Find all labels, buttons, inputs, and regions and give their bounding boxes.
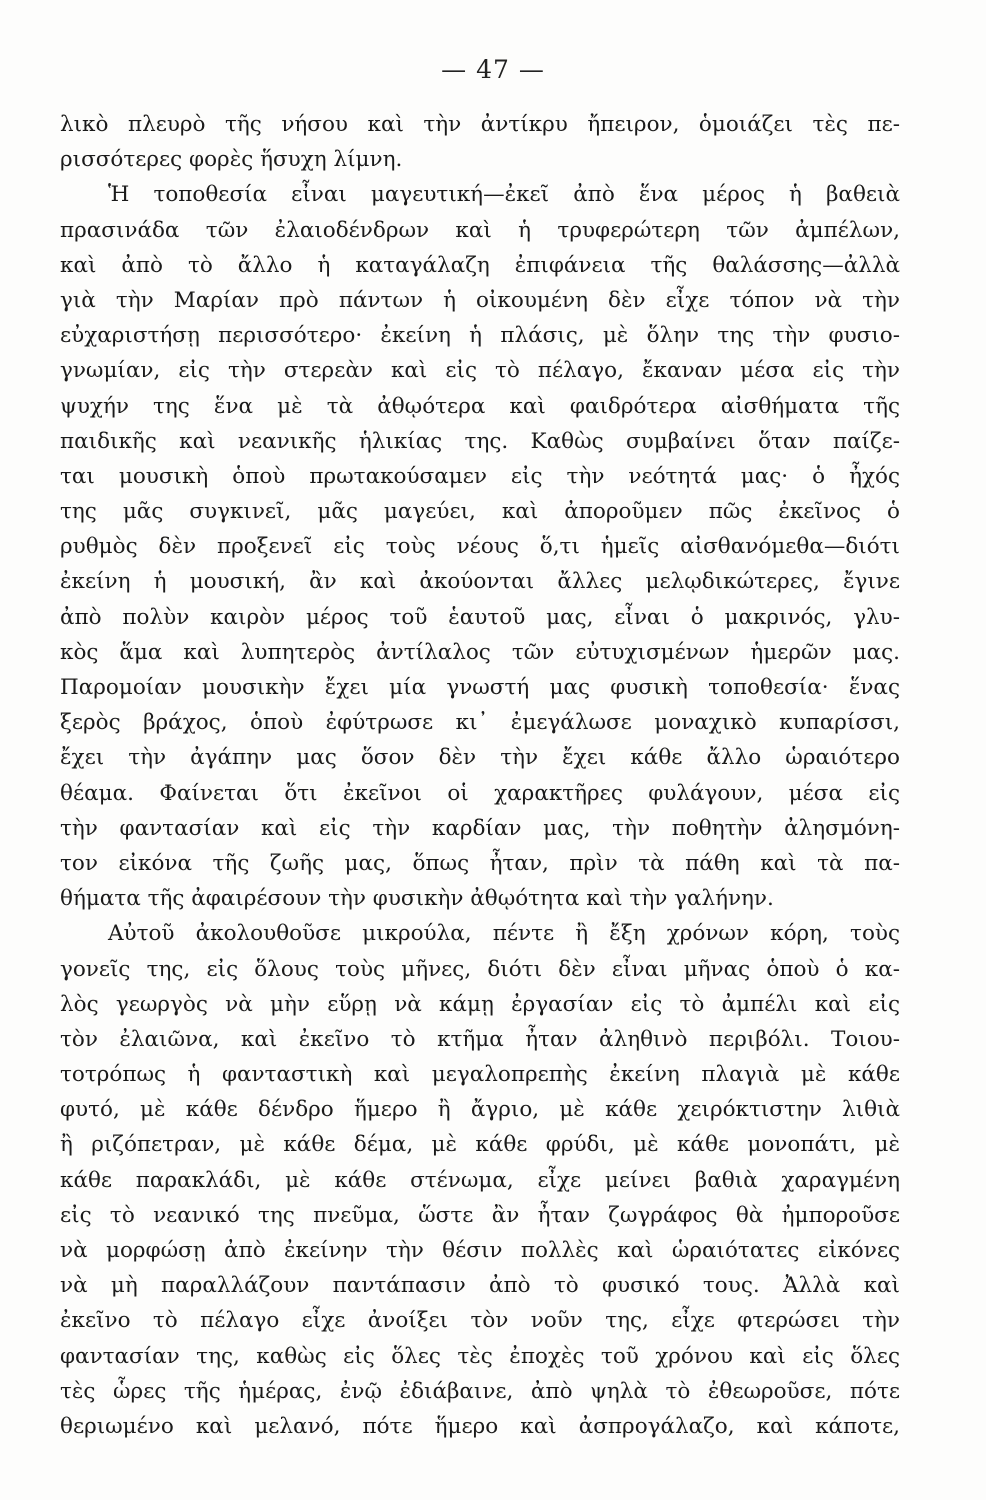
text-line: ψυχήν της ἕνα μὲ τὰ ἀθῳότερα καὶ φαιδρότερα αἰσθήματα τῆς — [60, 393, 900, 419]
text-line: Αὐτοῦ ἀκολουθοῦσε μικρούλα, πέντε ἢ ἔξη χρόνων κόρη, τοὺς — [108, 921, 900, 947]
text-line: τὸν ἐλαιῶνα, καὶ ἐκεῖνο τὸ κτῆμα ἦταν ἀληθινὸ περιβόλι. Τοιου- — [60, 1026, 900, 1052]
text-line: λικὸ πλευρὸ τῆς νήσου καὶ τὴν ἀντίκρυ ἤπειρον, ὁμοιάζει τὲς πε- — [60, 112, 900, 137]
text-line: ἐκεῖνο τὸ πέλαγο εἶχε ἀνοίξει τὸν νοῦν της, εἶχε φτερώσει τὴν — [60, 1308, 900, 1334]
text-line: ἢ ριζόπετραν, μὲ κάθε δέμα, μὲ κάθε φρύδι, μὲ κάθε μονοπάτι, μὲ — [60, 1132, 900, 1158]
text-line: ρισσότερες φορὲς ἥσυχη λίμνη. — [60, 147, 403, 173]
text-line: φαντασίαν της, καθὼς εἰς ὅλες τὲς ἐποχὲς τοῦ χρόνου καὶ εἰς ὅλες — [60, 1343, 900, 1369]
text-line: ξερὸς βράχος, ὁποὺ ἐφύτρωσε κι᾽ ἐμεγάλωσε μοναχικὸ κυπαρίσσι, — [60, 710, 900, 736]
page-number: — 47 — — [441, 55, 545, 84]
text-line: καὶ ἀπὸ τὸ ἄλλο ἡ καταγάλαζη ἐπιφάνεια τῆς θαλάσσης—ἀλλὰ — [60, 252, 900, 278]
text-line: νὰ μὴ παραλλάζουν παντάπασιν ἀπὸ τὸ φυσικό τους. Ἀλλὰ καὶ — [60, 1273, 900, 1299]
text-line: γιὰ τὴν Μαρίαν πρὸ πάντων ἡ οἰκουμένη δὲν εἶχε τόπον νὰ τὴν — [60, 287, 900, 313]
text-line: ἀπὸ πολὺν καιρὸν μέρος τοῦ ἑαυτοῦ μας, εἶναι ὁ μακρινός, γλυ- — [60, 604, 900, 630]
text-line: γονεῖς της, εἰς ὅλους τοὺς μῆνες, διότι δὲν εἶναι μῆνας ὁποὺ ὁ κα- — [60, 956, 900, 982]
text-line: θήματα τῆς ἀφαιρέσουν τὴν φυσικὴν ἀθῳότητα καὶ τὴν γαλήνην. — [60, 886, 774, 912]
text-line: Ἡ τοποθεσία εἶναι μαγευτική—ἐκεῖ ἀπὸ ἕνα μέρος ἡ βαθειὰ — [108, 182, 900, 208]
text-line: τοτρόπως ἡ φανταστικὴ καὶ μεγαλοπρεπὴς ἐκείνη πλαγιὰ μὲ κάθε — [60, 1062, 900, 1088]
text-line: ἐκείνη ἡ μουσική, ἂν καὶ ἀκούονται ἄλλες μελῳδικώτερες, ἔγινε — [60, 569, 900, 595]
text-line: τον εἰκόνα τῆς ζωῆς μας, ὅπως ἦταν, πρὶν τὰ πάθη καὶ τὰ πα- — [60, 850, 900, 876]
text-line: νὰ μορφώσῃ ἀπὸ ἐκείνην τὴν θέσιν πολλὲς καὶ ὡραιότατες εἰκόνες — [60, 1238, 900, 1263]
text-line: πρασινάδα τῶν ἐλαιοδένδρων καὶ ἡ τρυφερώτερη τῶν ἀμπέλων, — [60, 217, 900, 243]
text-line: λὸς γεωργὸς νὰ μὴν εὕρῃ νὰ κάμῃ ἐργασίαν εἰς τὸ ἀμπέλι καὶ εἰς — [60, 991, 900, 1017]
text-line: Παρομοίαν μουσικὴν ἔχει μία γνωστή μας φυσικὴ τοποθεσία· ἕνας — [60, 675, 900, 700]
text-line: της μᾶς συγκινεῖ, μᾶς μαγεύει, καὶ ἀποροῦμεν πῶς ἐκεῖνος ὁ — [60, 499, 900, 525]
text-line: κάθε παρακλάδι, μὲ κάθε στένωμα, εἶχε μείνει βαθιὰ χαραγμένη — [60, 1167, 900, 1193]
body-text — [60, 107, 900, 1444]
text-line: τὴν φαντασίαν καὶ εἰς τὴν καρδίαν μας, τὴν ποθητὴν ἀλησμόνη- — [60, 815, 900, 841]
text-line: θέαμα. Φαίνεται ὅτι ἐκεῖνοι οἱ χαρακτῆρες φυλάγουν, μέσα εἰς — [60, 780, 900, 806]
text-line: γνωμίαν, εἰς τὴν στερεὰν καὶ εἰς τὸ πέλαγο, ἔκαναν μέσα εἰς τὴν — [60, 358, 900, 384]
text-line: ρυθμὸς δὲν προξενεῖ εἰς τοὺς νέους ὅ,τι ἡμεῖς αἰσθανόμεθα—διότι — [60, 534, 900, 560]
text-line: φυτό, μὲ κάθε δένδρο ἥμερο ἢ ἄγριο, μὲ κάθε χειρόκτιστην λιθιὰ — [60, 1097, 900, 1123]
text-line: τὲς ὧρες τῆς ἡμέρας, ἐνῷ ἐδιάβαινε, ἀπὸ ψηλὰ τὸ ἐθεωροῦσε, πότε — [60, 1378, 900, 1404]
text-line: εὐχαριστήσῃ περισσότερο· ἐκείνη ἡ πλάσις, μὲ ὅλην της τὴν φυσιο- — [60, 323, 900, 349]
text-line: παιδικῆς καὶ νεανικῆς ἡλικίας της. Καθὼς συμβαίνει ὅταν παίζε- — [60, 428, 900, 454]
text-line: ἔχει τὴν ἀγάπην μας ὅσον δὲν τὴν ἔχει κάθε ἄλλο ὡραιότερο — [60, 745, 900, 771]
text-line: κὸς ἅμα καὶ λυπητερὸς ἀντίλαλος τῶν εὐτυχισμένων ἡμερῶν μας. — [60, 639, 900, 665]
text-line: ται μουσικὴ ὁποὺ πρωτακούσαμεν εἰς τὴν νεότητά μας· ὁ ἦχός — [60, 463, 900, 489]
text-line: θεριωμένο καὶ μελανό, πότε ἥμερο καὶ ἀσπρογάλαζο, καὶ κάποτε, — [60, 1413, 900, 1439]
text-line: εἰς τὸ νεανικό της πνεῦμα, ὥστε ἂν ἦταν ζωγράφος θὰ ἠμποροῦσε — [60, 1202, 900, 1228]
